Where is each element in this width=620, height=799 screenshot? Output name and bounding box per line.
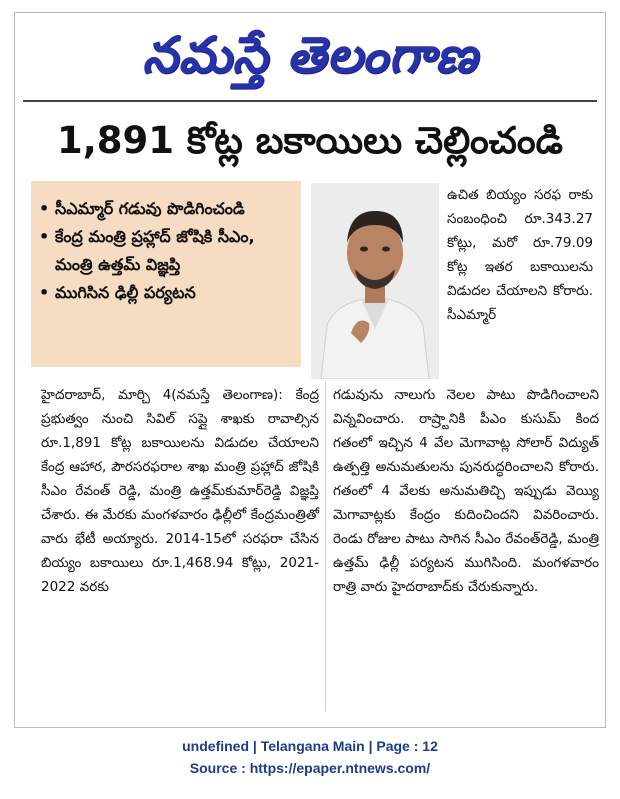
highlight-item: • సీఎమ్మార్ గడువు పొడిగించండి — [39, 195, 297, 223]
newspaper-clipping — [14, 12, 606, 728]
highlight-item: • కేంద్ర మంత్రి ప్రహ్లాద్ జోషికి సీఎం, మంత్రి ఉత్తమ్ విజ్ఞప్తి — [39, 223, 297, 279]
source-link[interactable]: Source : https://epaper.ntnews.com/ — [189, 760, 431, 776]
bullet-icon: • — [39, 283, 50, 302]
highlight-item: • ముగిసిన ఢిల్లీ పర్యటన — [39, 279, 297, 307]
column-divider — [325, 381, 326, 711]
newspaper-masthead: నమస్తే తెలంగాణ — [142, 26, 478, 84]
bullet-icon: • — [39, 199, 50, 218]
highlights-box — [31, 181, 301, 367]
masthead-divider — [23, 100, 597, 102]
highlights-list — [39, 195, 297, 307]
article-headline: 1,891 కోట్ల బకాయిలు చెల్లించండి — [56, 119, 564, 162]
article-body-left: హైదరాబాద్, మార్చి 4(నమస్తే తెలంగాణ): కేంద్ర ప్రభుత్వం నుంచి సివిల్ సప్లై శాఖకు రావాల్సిన రూ.1,891 కోట్ల బకాయిలను విడుదల చేయాలని కేంద్ర ఆహార, పౌరసరఫరాల శాఖ మంత్రి ప్రహ్లాద్ జోషికి సీఎం రేవంత్ రెడ్డి, మంత్రి ఉత్తమ్‌కుమార్‌రెడ్డి విజ్ఞప్తి చేశారు. ఈ మేరకు మంగళవారం ఢిల్లీలో కేంద్రమంత్రితో వారు భేటీ అయ్యారు. 2014-15లో సరఫరా చేసిన బియ్యం బకాయిలు రూ.1,468.94 కోట్లు, 2021-2022 వరకు — [41, 387, 319, 595]
edition-line: undefined | Telangana Main | Page : 12 — [182, 738, 438, 754]
person-photo-icon — [311, 183, 439, 379]
article-body-right-top: ఉచిత బియ్యం సరఫ రాకు సంబంధించి రూ.343.27 కోట్లు, మరో రూ.79.09 కోట్ల ఇతర బకాయిలను విడుదల చేయాలని కోరారు. సీఎమ్మార్ — [447, 187, 593, 323]
article-body-right-bottom: గడువును నాలుగు నెలల పాటు పొడిగించాలని విన్నవించారు. రాష్ర్టానికి పీఎం కుసుమ్ కింద గతంలో ఇచ్చిన 4 వేల మెగావాట్ల సోలార్ విద్యుత్ ఉత్పత్తి అనుమతులను పునరుద్ధరించాలని కోరారు. గతంలో 4 వేలకు అనుమతిచ్చి ఇప్పుడు వెయ్యి మెగావాట్లకు కేంద్రం కుదించిందని వివరించారు. రెండు రోజుల పాటు సాగిన సీఎం రేవంత్‌రెడ్డి, మంత్రి ఉత్తమ్ ఢిల్లీ పర్యటన ముగిసింది. మంగళవారం రాత్రి వారు హైదరాబాద్‌కు చేరుకున్నారు. — [333, 387, 599, 595]
bullet-icon: • — [39, 227, 50, 246]
